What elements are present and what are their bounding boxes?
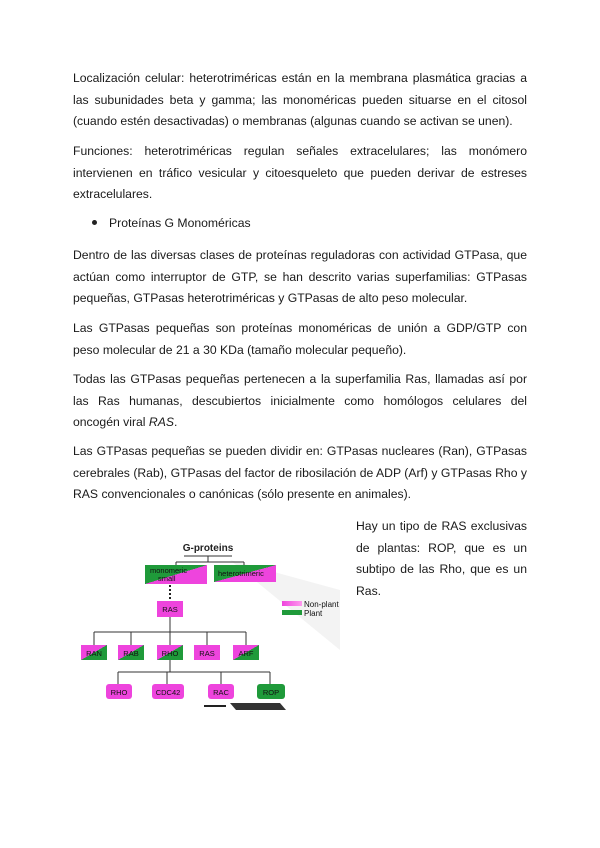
paragraph-superfamilias: Dentro de las diversas clases de proteínas reguladoras con actividad GTPasa, que actúan como interruptor de GTP, se han descrito varias superfamilias: GTPasas pequeñas, GTPasas heterotriméricas y GTPasas de alto peso molecular. xyxy=(73,248,527,305)
paragraph-division: Las GTPasas pequeñas se pueden dividir en: GTPasas nucleares (Ran), GTPasas cerebrales (Rab), GTPasas del factor de ribosilación de ADP (Arf) y GTPasas Rho y RAS convencionales o canónicas (sólo presente en animales). xyxy=(73,444,527,501)
paragraph-ras-italic: RAS xyxy=(148,415,174,429)
node-heterotrimeric: heterotrimeric xyxy=(218,569,264,578)
node-ras2: RAS xyxy=(199,649,215,658)
node-rho3: RHO xyxy=(110,688,128,697)
node-g-proteins: G-proteins xyxy=(182,543,234,554)
paragraph-ras-text: Todas las GTPasas pequeñas pertenecen a la superfamilia Ras, llamadas así por las Ras humanas, descubiertos inicialmente como homólogos celulares del oncogén viral xyxy=(73,372,527,429)
bullet-text: Proteínas G Monoméricas xyxy=(109,216,251,230)
legend-nonplant-label: Non-plant xyxy=(304,600,339,609)
paragraph-funciones: Funciones: heterotriméricas regulan señales extracelulares; las monómero intervienen en tráfico vesicular y citoesqueleto que pueden derivar de estreses extracelulares. xyxy=(73,144,527,201)
node-monomeric-line1: monomeric xyxy=(150,566,188,575)
node-rop: ROP xyxy=(262,688,280,697)
bottom-bar-right xyxy=(230,703,286,710)
paragraph-rop: Hay un tipo de RAS exclusivas de plantas: ROP, que es un subtipo de las Rho, que es un Ras. xyxy=(356,519,527,598)
node-arf: ARF xyxy=(238,649,254,658)
node-ran: RAN xyxy=(86,649,102,658)
paragraph-localizacion: Localización celular: heterotriméricas están en la membrana plasmática gracias a las subunidades beta y gamma; las monoméricas pueden situarse en el citosol (cuando estén desactivadas) o membranas (algunas cuando se activan se unen). xyxy=(73,71,527,128)
node-rho: RHO xyxy=(161,649,179,658)
legend-plant-swatch xyxy=(282,610,302,615)
paragraph-gtpasas-pequenas: Las GTPasas pequeñas son proteínas monoméricas de unión a GDP/GTP con peso molecular de 21 a 30 KDa (tamaño molecular pequeño). xyxy=(73,321,527,357)
paragraph-ras-end: . xyxy=(173,415,178,429)
node-ras: RAS xyxy=(162,605,178,614)
node-monomeric-line2: small xyxy=(158,574,176,583)
legend-nonplant-swatch xyxy=(282,601,302,606)
node-rab: RAB xyxy=(123,649,139,658)
legend-plant-label: Plant xyxy=(304,609,323,618)
node-cdc42: CDC42 xyxy=(155,688,181,697)
node-rac: RAC xyxy=(213,688,229,697)
